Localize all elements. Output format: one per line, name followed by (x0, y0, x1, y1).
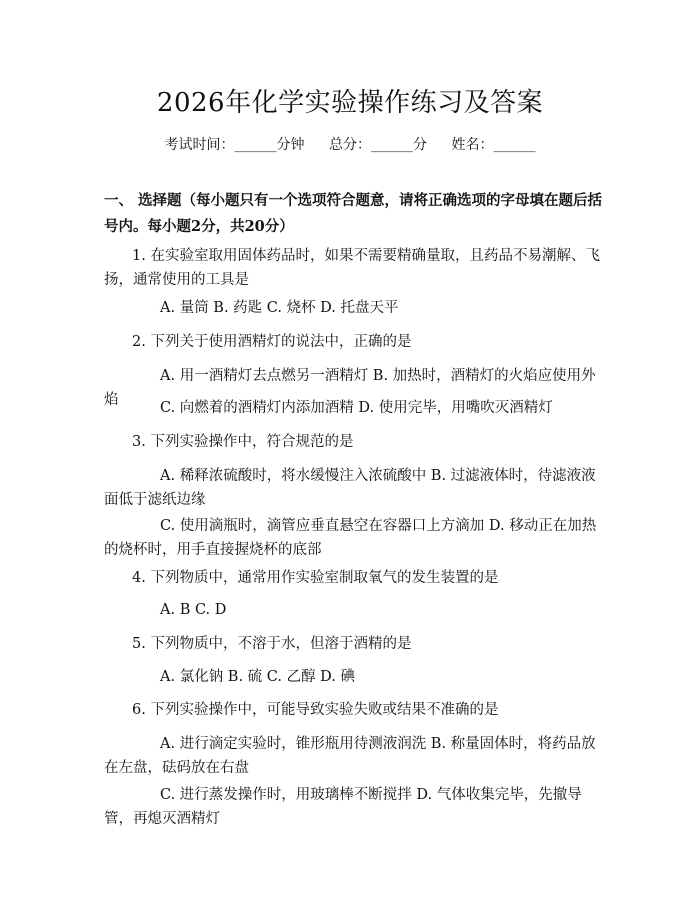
question-4-options: A. B C. D (160, 602, 227, 618)
question-6-options-c-d: C. 进行蒸发操作时，用玻璃棒不断搅拌 D. 气体收集完毕，先撤导管，再熄灭酒精灯 (104, 787, 582, 827)
question-6-options-a-b: A. 进行滴定实验时，锥形瓶用待测液润洗 B. 称量固体时，将药品放在左盘，砝码放在右盘 (104, 736, 596, 776)
document-title: 2026年化学实验操作练习及答案 (156, 88, 544, 118)
student-name-field: 姓名：______ (451, 137, 536, 153)
question-1-options: A. 量筒 B. 药匙 C. 烧杯 D. 托盘天平 (160, 300, 399, 316)
question-2-stem: 2. 下列关于使用酒精灯的说法中，正确的是 (132, 334, 412, 350)
exam-info-line (0, 134, 700, 154)
question-5-stem: 5. 下列物质中，不溶于水，但溶于酒精的是 (132, 636, 412, 652)
question-2-options-c-d: C. 向燃着的酒精灯内添加酒精 D. 使用完毕，用嘴吹灭酒精灯 (160, 400, 553, 416)
question-3-options-a-b: A. 稀释浓硫酸时，将水缓慢注入浓硫酸中 B. 过滤液体时，待滤液液面低于滤纸边缘 (104, 468, 596, 508)
question-1-stem: 1. 在实验室取用固体药品时，如果不需要精确量取，且药品不易潮解、飞扬，通常使用的工具是 (104, 248, 600, 288)
question-2-options-a-b: A. 用一酒精灯去点燃另一酒精灯 B. 加热时，酒精灯的火焰应使用外焰 (104, 368, 596, 408)
question-6-stem: 6. 下列实验操作中，可能导致实验失败或结果不准确的是 (132, 702, 499, 718)
question-5-options: A. 氯化钠 B. 硫 C. 乙醇 D. 碘 (160, 669, 356, 685)
question-3-stem: 3. 下列实验操作中，符合规范的是 (132, 434, 354, 450)
exam-time-field: 考试时间：______分钟 (164, 137, 305, 153)
section-heading: 一、 选择题（每小题只有一个选项符合题意，请将正确选项的字母填在题后括号内。每小题2分，共20分） (104, 192, 603, 235)
question-3-options-c-d: C. 使用滴瓶时，滴管应垂直悬空在容器口上方滴加 D. 移动正在加热的烧杯时，用手直接握烧杯的底部 (104, 518, 597, 558)
total-score-field: 总分：______分 (329, 137, 427, 153)
question-4-stem: 4. 下列物质中，通常用作实验室制取氧气的发生装置的是 (132, 570, 499, 586)
